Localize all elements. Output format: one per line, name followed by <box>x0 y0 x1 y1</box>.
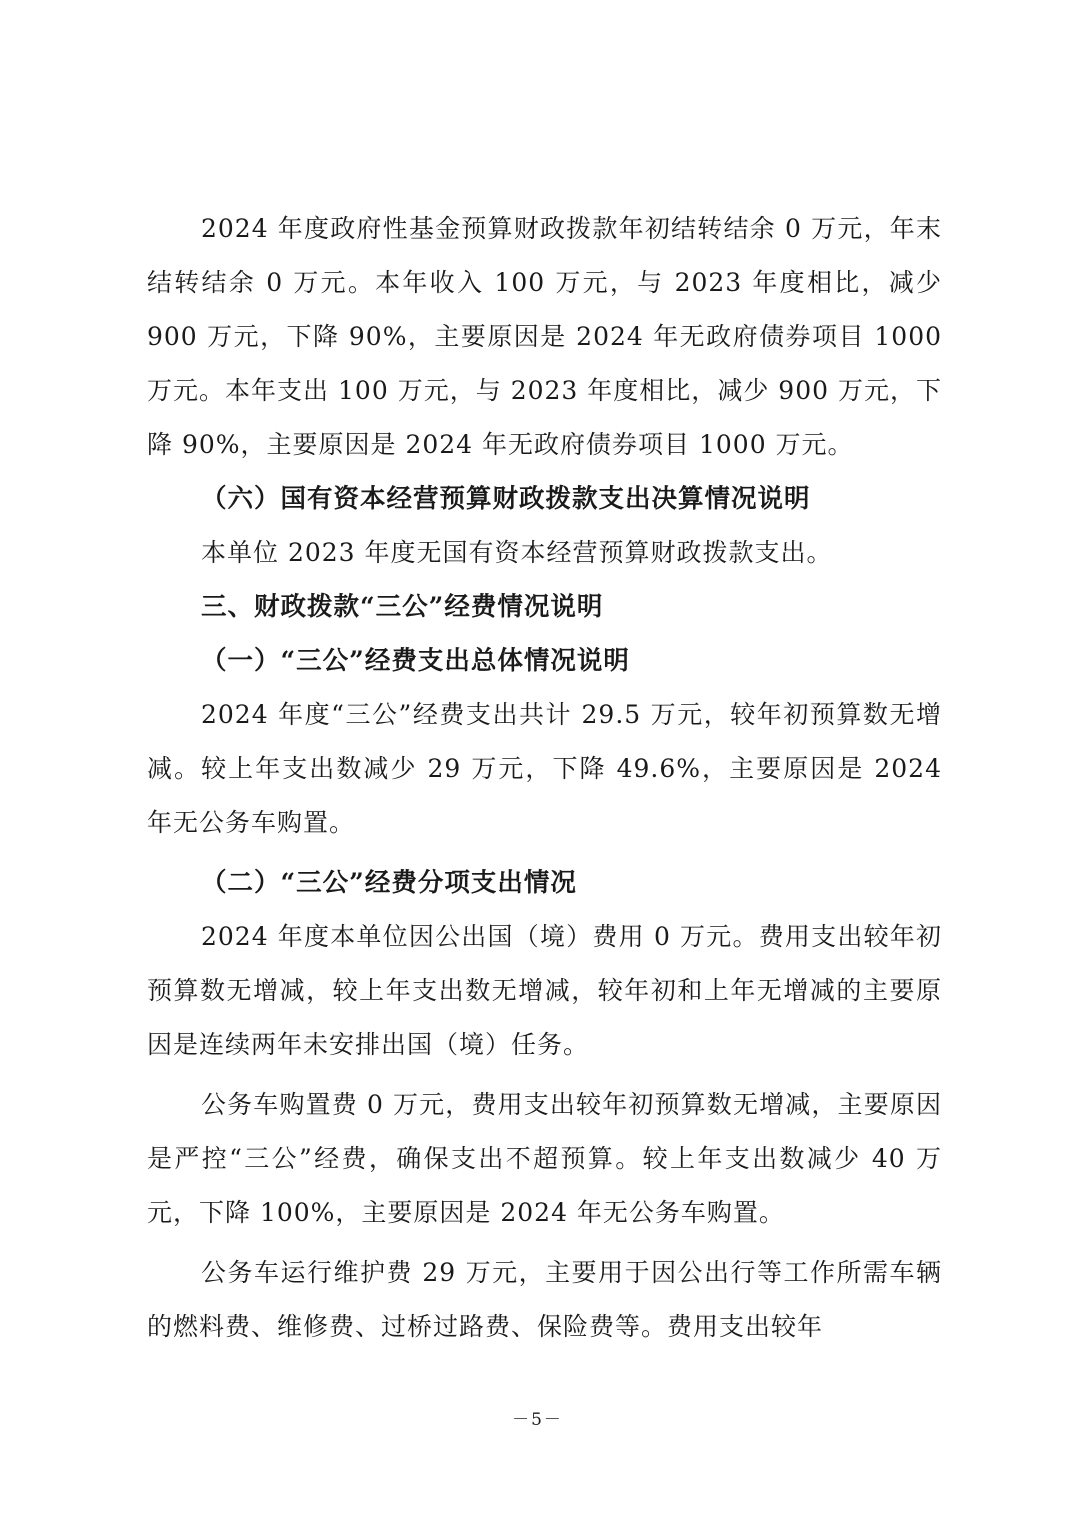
heading-itemized: （二）“三公”经费分项支出情况 <box>201 868 577 898</box>
paragraph-state-capital: 本单位 2023 年度无国有资本经营预算财政拨款支出。 <box>201 538 833 567</box>
paragraph-overseas-travel: 2024 年度本单位因公出国（境）费用 0 万元。费用支出较年初预算数无增减，较上年支出数无增减，较年初和上年无增减的主要原因是连续两年未安排出国（境）任务。 <box>147 922 942 1059</box>
paragraph-overall: 2024 年度“三公”经费支出共计 29.5 万元，较年初预算数无增减。较上年支出数减少 29 万元，下降 49.6%，主要原因是 2024 年无公务车购置。 <box>147 700 942 837</box>
paragraph-vehicle-operation: 公务车运行维护费 29 万元，主要用于因公出行等工作所需车辆的燃料费、维修费、过桥过路费、保险费等。费用支出较年 <box>147 1258 942 1341</box>
heading-section-three: 三、财政拨款“三公”经费情况说明 <box>201 592 604 622</box>
heading-state-capital: （六）国有资本经营预算财政拨款支出决算情况说明 <box>201 484 811 514</box>
heading-overall: （一）“三公”经费支出总体情况说明 <box>201 646 630 676</box>
paragraph-vehicle-purchase: 公务车购置费 0 万元，费用支出较年初预算数无增减，主要原因是严控“三公”经费，确保支出不超预算。较上年支出数减少 40 万元，下降 100%，主要原因是 2024 年无公务车购置。 <box>147 1090 942 1227</box>
document-body <box>147 202 942 1354</box>
paragraph-government-fund: 2024 年度政府性基金预算财政拨款年初结转结余 0 万元，年末结转结余 0 万元。本年收入 100 万元，与 2023 年度相比，减少 900 万元，下降 90%，主要原因是 2024 年无政府债券项目 1000 万元。本年支出 100 万元，与 2023 年度相比，减少 900 万元，下降 90%，主要原因是 2024 年无政府债券项目 1000 万元。 <box>147 214 942 459</box>
page-number: －5－ <box>512 1410 563 1430</box>
